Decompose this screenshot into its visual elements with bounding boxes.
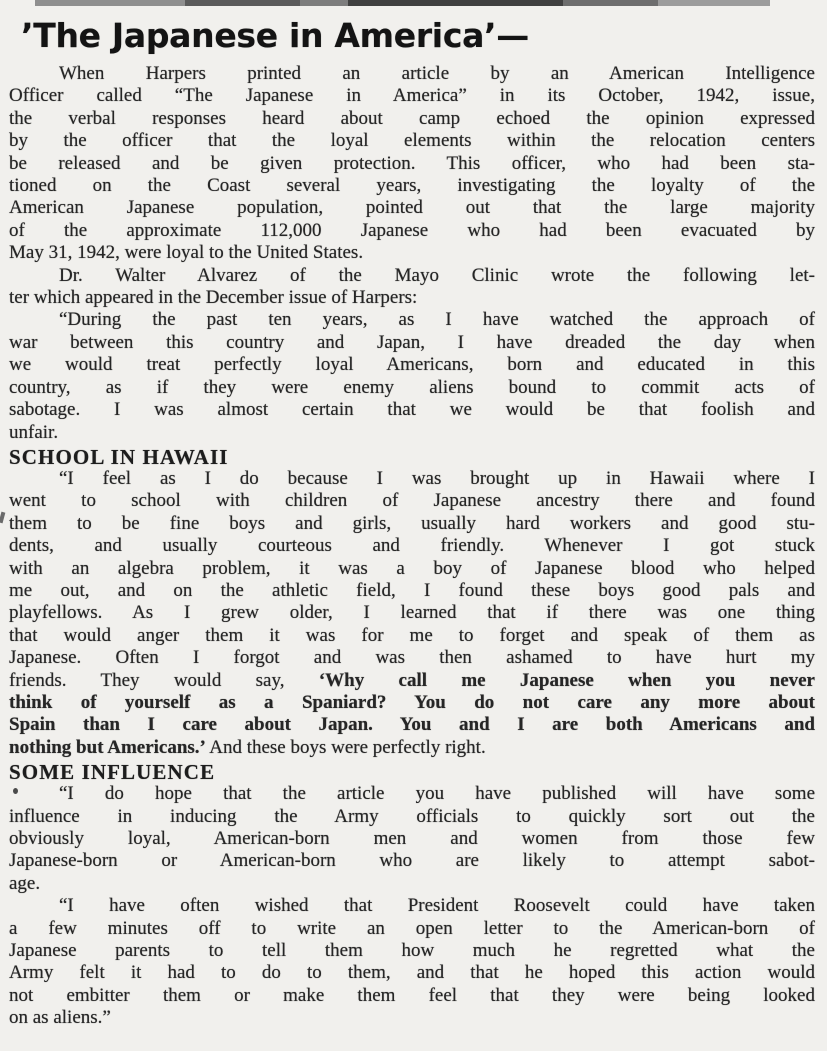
text-line-bold: think of yourself as a Spaniard? You do not care any more about [9,691,815,713]
text-line: Dr. Walter Alvarez of the Mayo Clinic wrote the following let- [59,264,815,286]
text-line: with an algebra problem, it was a boy of Japanese blood who helped [9,557,815,579]
text-line: the verbal responses heard about camp echoed the opinion expressed [9,107,815,129]
paragraph-letter-opening [9,309,815,443]
text-run: friends. They would say, [9,669,319,691]
text-line: Officer called “The Japanese in America” in its October, 1942, issue, [9,85,815,107]
section-heading-school-in-hawaii: SCHOOL IN HAWAII [9,444,229,469]
text-line: May 31, 1942, were loyal to the United States. [9,242,364,264]
text-line: tioned on the Coast several years, investigating the loyalty of the [9,175,815,197]
text-line: When Harpers printed an article by an American Intelligence [59,63,815,84]
paragraph-intro [9,63,815,265]
text-line-mixed [9,737,815,759]
newspaper-clipping [9,0,815,1030]
text-line: Japanese-born or American-born who are likely to attempt sabot- [9,850,815,872]
text-line: “During the past ten years, as I have watched the approach of [59,309,815,331]
text-line-bold: Spain than I care about Japan. You and I are both Americans and [9,714,815,736]
text-line: age. [9,872,41,894]
text-line: we would treat perfectly loyal Americans, born and educated in this [9,354,815,376]
text-line: Army felt it had to do to them, and that he hoped this action would [9,962,815,984]
paragraph-influence [9,783,815,895]
text-line: by the officer that the loyal elements within the relocation centers [9,130,815,152]
text-line: playfellows. As I grew older, I learned that if there was one thing [9,602,815,624]
text-line: not embitter them or make them feel that they were being looked [9,984,815,1006]
text-line: of the approximate 112,000 Japanese who had been evacuated by [9,219,815,241]
paragraph-roosevelt [9,895,815,1029]
text-line: ter which appeared in the December issue of Harpers: [9,287,418,309]
text-line: “I do hope that the article you have published will have some [59,783,815,805]
paragraph-alvarez [9,265,815,310]
text-line: dents, and usually courteous and friendly. Whenever I got stuck [9,535,815,557]
section-heading-some-influence: SOME INFLUENCE [9,760,216,785]
text-line: “I feel as I do because I was brought up in Hawaii where I [59,467,815,489]
text-line: Japanese. Often I forgot and was then ashamed to have hurt my [9,647,815,669]
text-line: obviously loyal, American-born men and women from those few [9,828,815,849]
text-line: “I have often wished that President Roosevelt could have taken [59,895,815,917]
text-line: went to school with children of Japanese ancestry there and found [9,490,815,512]
text-line: a few minutes off to write an open letter to the American-born of [9,917,815,939]
text-run-bold: nothing but Americans.’ [9,736,210,758]
text-line: unfair. [9,421,59,443]
text-run: And these boys were perfectly right. [209,736,486,758]
text-line: American Japanese population, pointed out that the large majority [9,197,815,219]
text-line: be released and be given protection. This officer, who had been sta- [9,152,815,174]
text-line: them to be fine boys and girls, usually hard workers and good stu- [9,512,815,534]
paragraph-hawaii [9,468,815,759]
text-line: war between this country and Japan, I have dreaded the day when [9,331,815,353]
text-line: on as aliens.” [9,1007,111,1029]
text-line-mixed [9,670,815,692]
text-run-bold: ‘Why call me Japanese when you never [318,669,815,691]
text-line: sabotage. I was almost certain that we would be that foolish and [9,399,815,421]
text-line: that would anger them it was for me to forget and speak of them as [9,624,815,646]
text-line: influence in inducing the Army officials to quickly sort out the [9,805,815,827]
scan-artifact-mark [0,512,5,524]
text-line: Japanese parents to tell them how much he regretted what the [9,940,815,962]
text-line: country, as if they were enemy aliens bound to commit acts of [9,376,815,398]
article-title: ’The Japanese in America’— [21,16,529,55]
text-line: me out, and on the athletic field, I found these boys good pals and [9,579,815,601]
